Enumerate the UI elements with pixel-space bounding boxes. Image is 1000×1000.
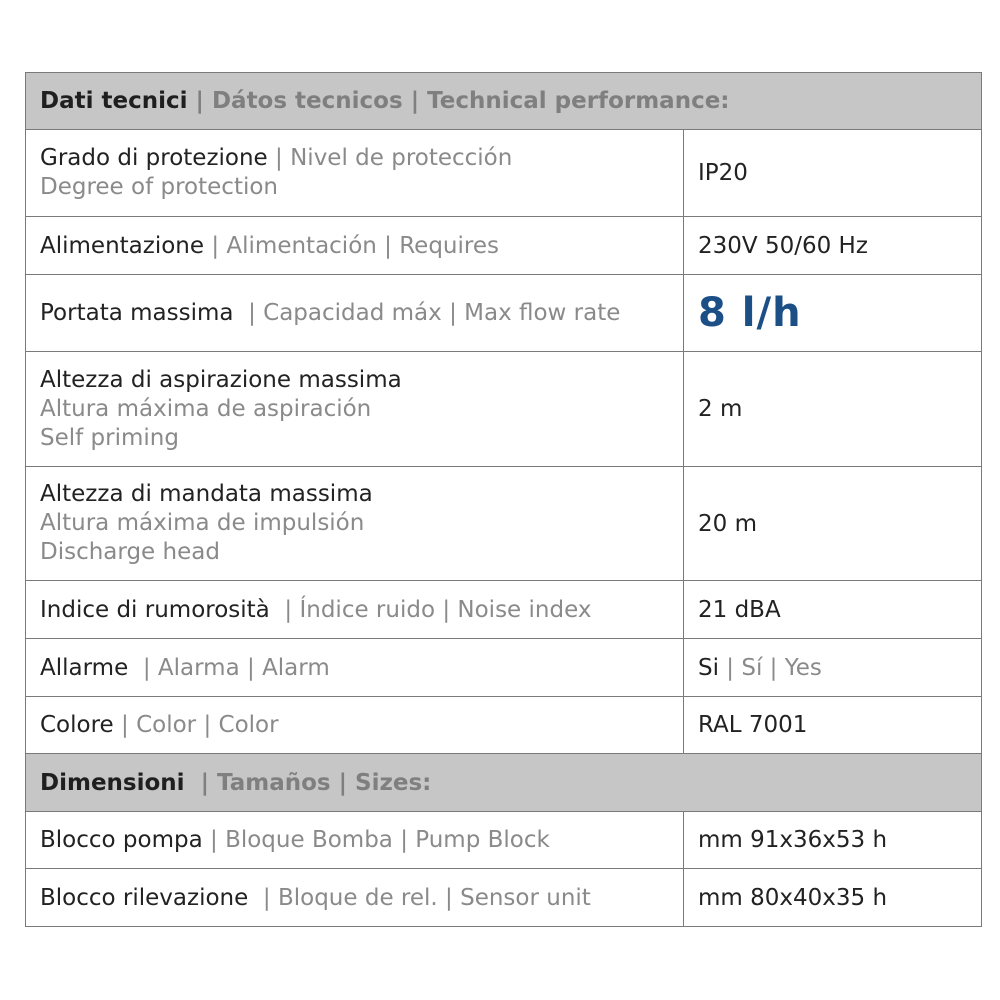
- label-es: Nivel de protección: [290, 145, 513, 171]
- label-it: Altezza di mandata massima: [40, 481, 373, 507]
- value-discharge: 20 m: [684, 467, 982, 581]
- value-pump-block: mm 91x36x53 h: [684, 812, 982, 869]
- label-it: Alimentazione: [40, 232, 205, 259]
- value-es: Sí: [741, 654, 763, 681]
- label-es: Índice ruido: [299, 596, 436, 623]
- label-cell: Blocco rilevazione | Bloque de rel. | Sensor unit: [26, 869, 684, 927]
- label-es: Bloque Bomba: [225, 827, 393, 853]
- label-es: Alimentación: [226, 232, 377, 259]
- label-en: Alarm: [262, 654, 330, 681]
- row-flow: [26, 275, 982, 352]
- section-title-it: Dati tecnici: [40, 88, 188, 114]
- row-color: [26, 697, 982, 754]
- value-protection: IP20: [684, 130, 982, 217]
- label-cell: Blocco pompa | Bloque Bomba | Pump Block: [26, 812, 684, 869]
- label-en: Noise index: [457, 596, 592, 623]
- label-it: Colore: [40, 712, 114, 738]
- label-cell: Grado di protezione | Nivel de protección Degree of protection: [26, 130, 684, 217]
- label-cell: Alimentazione | Alimentación | Requires: [26, 217, 684, 275]
- value-en: Yes: [784, 654, 822, 681]
- section-header-cell: Dati tecnici | Dátos tecnicos | Technical performance:: [26, 73, 982, 130]
- label-en: Discharge head: [40, 539, 220, 565]
- label-it: Blocco pompa: [40, 827, 203, 853]
- section-header-cell: Dimensioni | Tamaños | Sizes:: [26, 754, 982, 812]
- row-power: [26, 217, 982, 275]
- value-color: RAL 7001: [684, 697, 982, 754]
- label-it: Portata massima: [40, 300, 234, 326]
- label-en: Self priming: [40, 424, 179, 451]
- section-title-en: Sizes:: [355, 769, 432, 796]
- label-en: Max flow rate: [464, 300, 621, 326]
- row-alarm: [26, 639, 982, 697]
- row-sensor-unit: [26, 869, 982, 927]
- label-cell: [26, 352, 684, 467]
- label-es: Color: [136, 712, 197, 738]
- label-es: Capacidad máx: [263, 300, 442, 326]
- section-header-dimensions: [26, 754, 982, 812]
- row-discharge: [26, 467, 982, 581]
- section-title-en: Technical performance:: [427, 88, 730, 114]
- label-cell: Portata massima | Capacidad máx | Max flow rate: [26, 275, 684, 352]
- value-suction: 2 m: [684, 352, 982, 467]
- row-suction: [26, 352, 982, 467]
- value-it: Si: [698, 654, 719, 681]
- label-it: Indice di rumorosità: [40, 596, 270, 623]
- label-cell: Allarme | Alarma | Alarm: [26, 639, 684, 697]
- label-en: Pump Block: [415, 827, 550, 853]
- label-it: Allarme: [40, 654, 129, 681]
- section-title-it: Dimensioni: [40, 769, 185, 796]
- technical-spec-table: [25, 72, 982, 927]
- value-noise: 21 dBA: [684, 581, 982, 639]
- label-es: Altura máxima de aspiración: [40, 395, 372, 422]
- value-alarm: Si | Sí | Yes: [684, 639, 982, 697]
- label-es: Bloque de rel.: [277, 884, 438, 911]
- section-header-technical: [26, 73, 982, 130]
- section-title-es: Dátos tecnicos: [211, 88, 403, 114]
- label-en: Sensor unit: [460, 884, 591, 911]
- row-pump-block: [26, 812, 982, 869]
- label-cell: [26, 467, 684, 581]
- label-it: Altezza di aspirazione massima: [40, 366, 402, 393]
- section-title-es: Tamaños: [217, 769, 331, 796]
- row-noise: [26, 581, 982, 639]
- value-sensor-unit: mm 80x40x35 h: [684, 869, 982, 927]
- value-power: 230V 50/60 Hz: [684, 217, 982, 275]
- label-cell: Colore | Color | Color: [26, 697, 684, 754]
- value-flow-highlight: 8 l/h: [684, 275, 982, 352]
- label-en: Color: [218, 712, 279, 738]
- label-es: Altura máxima de impulsión: [40, 510, 365, 536]
- label-it: Blocco rilevazione: [40, 884, 249, 911]
- label-en: Degree of protection: [40, 174, 278, 200]
- label-it: Grado di protezione: [40, 145, 268, 171]
- label-es: Alarma: [157, 654, 240, 681]
- row-protection: [26, 130, 982, 217]
- label-en: Requires: [399, 232, 499, 259]
- label-cell: Indice di rumorosità | Índice ruido | Noise index: [26, 581, 684, 639]
